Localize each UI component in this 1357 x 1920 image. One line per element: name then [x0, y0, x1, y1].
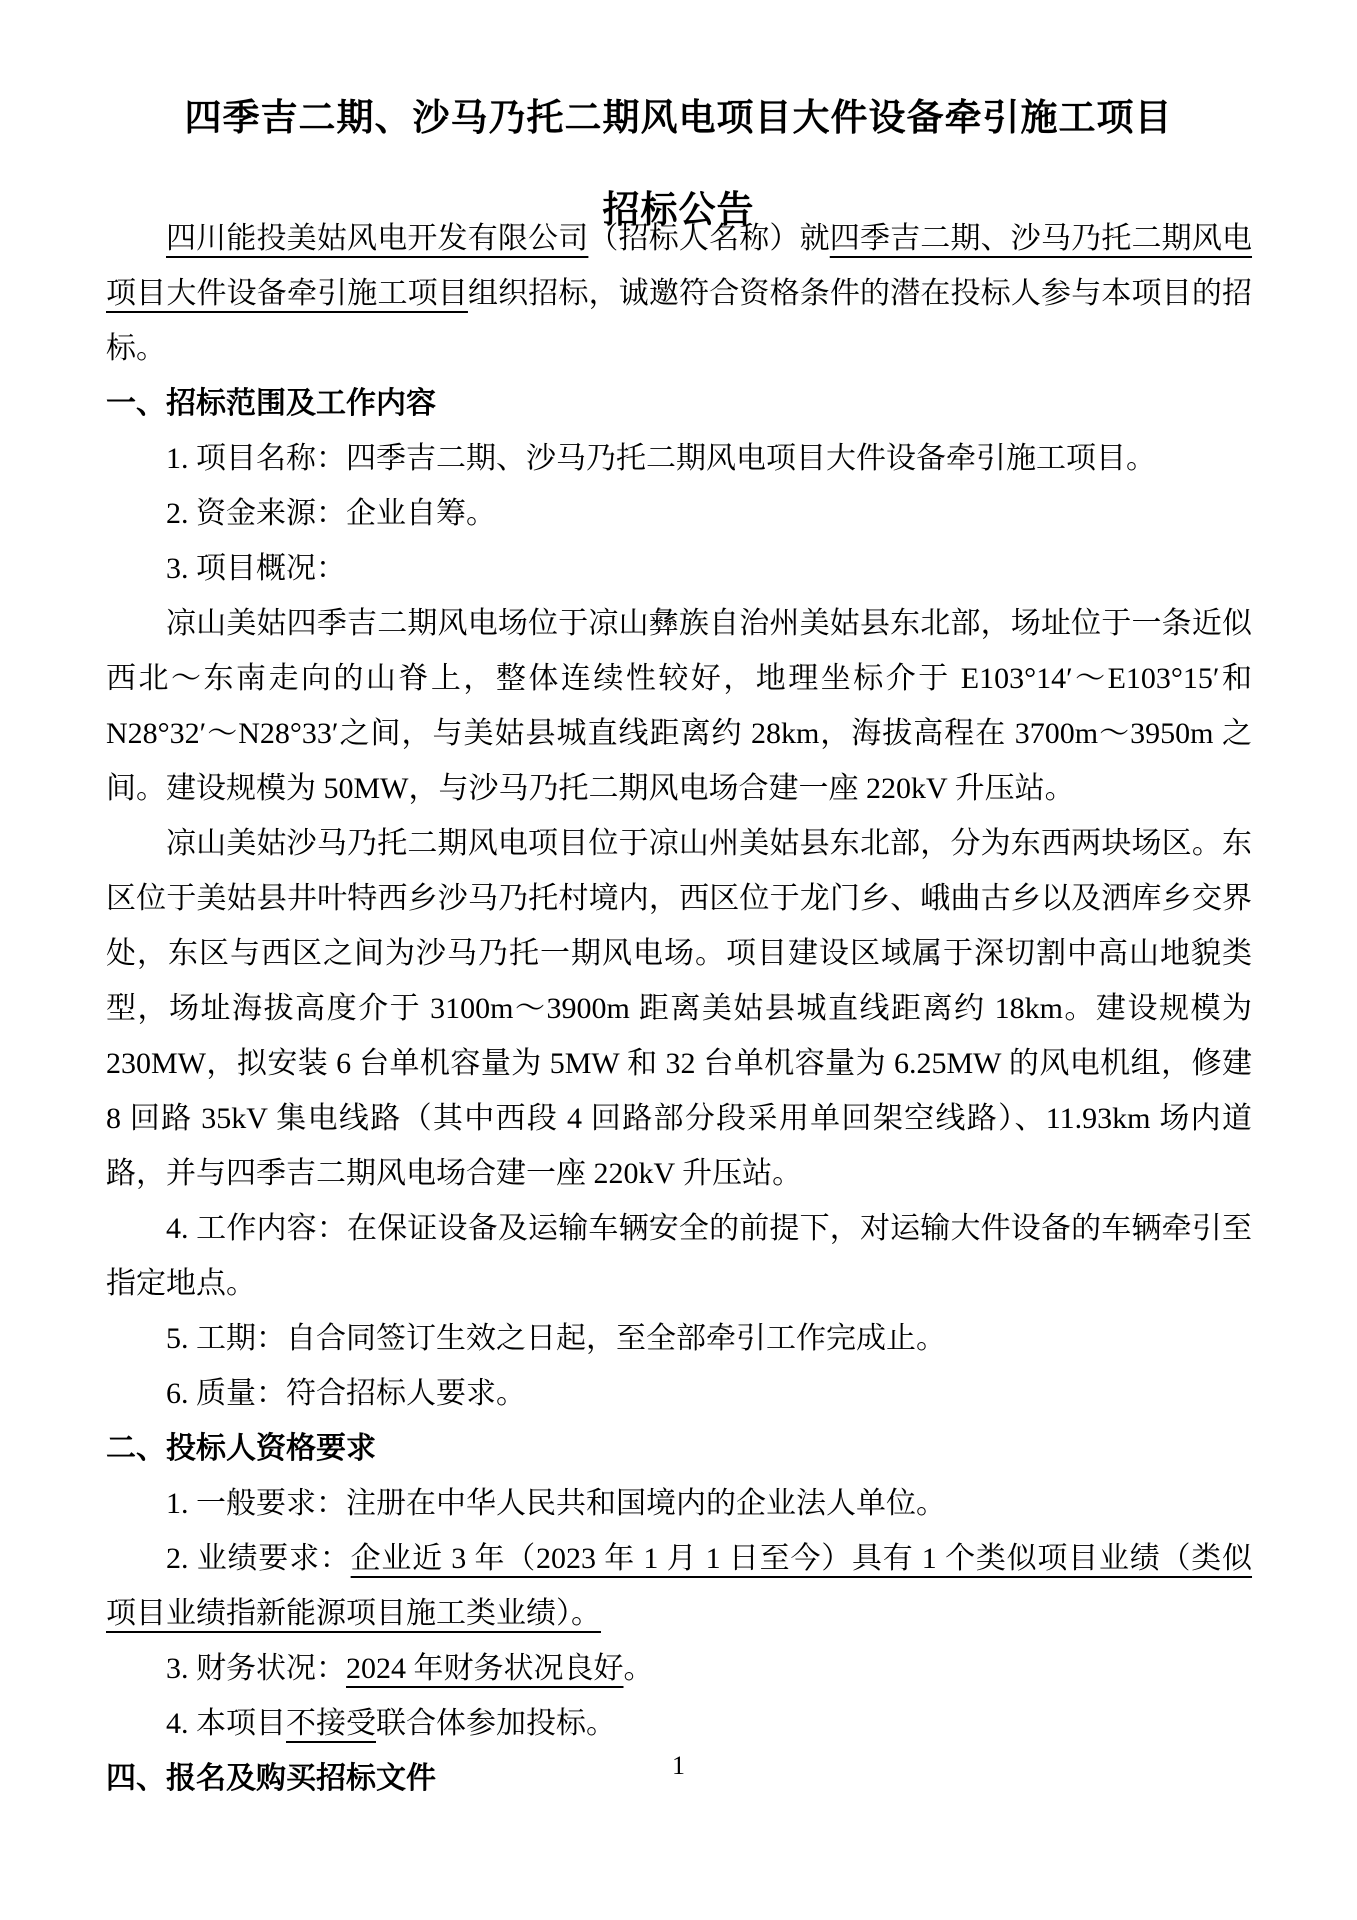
underlined-text: 四季吉二期、沙马乃托二期风电项目大件设备牵引施工项目	[106, 222, 1253, 310]
text-run: 二、投标人资格要求	[106, 1432, 376, 1465]
underlined-text: 2024 年财务状况良好	[346, 1652, 624, 1685]
page-number: 1	[672, 1751, 685, 1780]
text-run: 四、报名及购买招标文件	[106, 1762, 436, 1795]
text-run: 。	[623, 1652, 654, 1685]
text-run: 4. 工作内容：在保证设备及运输车辆安全的前提下，对运输大件设备的车辆牵引至指定地点。	[106, 1212, 1252, 1300]
text-run: 5. 工期：自合同签订生效之日起，至全部牵引工作完成止。	[166, 1322, 946, 1355]
paragraph	[106, 211, 1252, 376]
paragraph	[106, 816, 1252, 1201]
underlined-text: 企业近 3 年（2023 年 1 月 1 日至今）具有 1 个类似项目业绩（类似项目业绩指新能源项目施工类业绩）。	[106, 1542, 1253, 1630]
paragraph	[106, 431, 1252, 486]
paragraph	[106, 1366, 1252, 1421]
paragraph	[106, 1531, 1252, 1641]
document-subtitle: 招标公告	[602, 190, 755, 231]
text-run: 组织招标，诚邀符合资格条件的潜在投标人参与本项目的招标。	[106, 277, 1253, 365]
paragraph	[106, 541, 1252, 596]
text-run: （招标人名称）就	[588, 222, 830, 255]
text-run: 2. 资金来源：企业自筹。	[166, 497, 496, 530]
paragraph	[106, 1696, 1252, 1751]
paragraph	[106, 486, 1252, 541]
text-run: 2. 业绩要求：	[166, 1542, 351, 1575]
text-run: 3. 财务状况：	[166, 1652, 346, 1685]
text-run: 6. 质量：符合招标人要求。	[166, 1377, 526, 1410]
paragraph	[106, 1641, 1252, 1696]
text-run: 1. 一般要求：注册在中华人民共和国境内的企业法人单位。	[166, 1487, 946, 1520]
text-run: 联合体参加投标。	[376, 1707, 616, 1740]
paragraph	[106, 1311, 1252, 1366]
text-run: 3. 项目概况：	[166, 552, 346, 585]
underlined-text: 四川能投美姑风电开发有限公司	[166, 222, 589, 255]
document-title: 四季吉二期、沙马乃托二期风电项目大件设备牵引施工项目	[184, 98, 1173, 139]
text-run: 凉山美姑四季吉二期风电场位于凉山彝族自治州美姑县东北部，场址位于一条近似西北～东南走向的山脊上，整体连续性较好，地理坐标介于 E103°14′～E103°15′和 N28°32′～N28°33′之间，与美姑县城直线距离约 28km，海拔高程在 3700m～3950m 之间。建设规模为 50MW，与沙马乃托二期风电场合建一座 220kV 升压站。	[106, 607, 1252, 805]
text-run: 一、招标范围及工作内容	[106, 387, 436, 420]
section-heading	[106, 376, 1252, 431]
paragraph	[106, 1201, 1252, 1311]
text-run: 1. 项目名称：四季吉二期、沙马乃托二期风电项目大件设备牵引施工项目。	[166, 442, 1156, 475]
section-heading	[106, 1421, 1252, 1476]
document-body	[106, 211, 1252, 1806]
text-run: 4. 本项目	[166, 1707, 286, 1740]
text-run: 凉山美姑沙马乃托二期风电项目位于凉山州美姑县东北部，分为东西两块场区。东区位于美姑县井叶特西乡沙马乃托村境内，西区位于龙门乡、峨曲古乡以及洒库乡交界处，东区与西区之间为沙马乃托一期风电场。项目建设区域属于深切割中高山地貌类型，场址海拔高度介于 3100m～3900m 距离美姑县城直线距离约 18km。建设规模为 230MW，拟安装 6 台单机容量为 5MW 和 32 台单机容量为 6.25MW 的风电机组，修建 8 回路 35kV 集电线路（其中西段 4 回路部分段采用单回架空线路）、11.93km 场内道路，并与四季吉二期风电场合建一座 220kV 升压站。	[106, 827, 1252, 1190]
underlined-text: 不接受	[286, 1707, 376, 1740]
paragraph	[106, 596, 1252, 816]
paragraph	[106, 1476, 1252, 1531]
